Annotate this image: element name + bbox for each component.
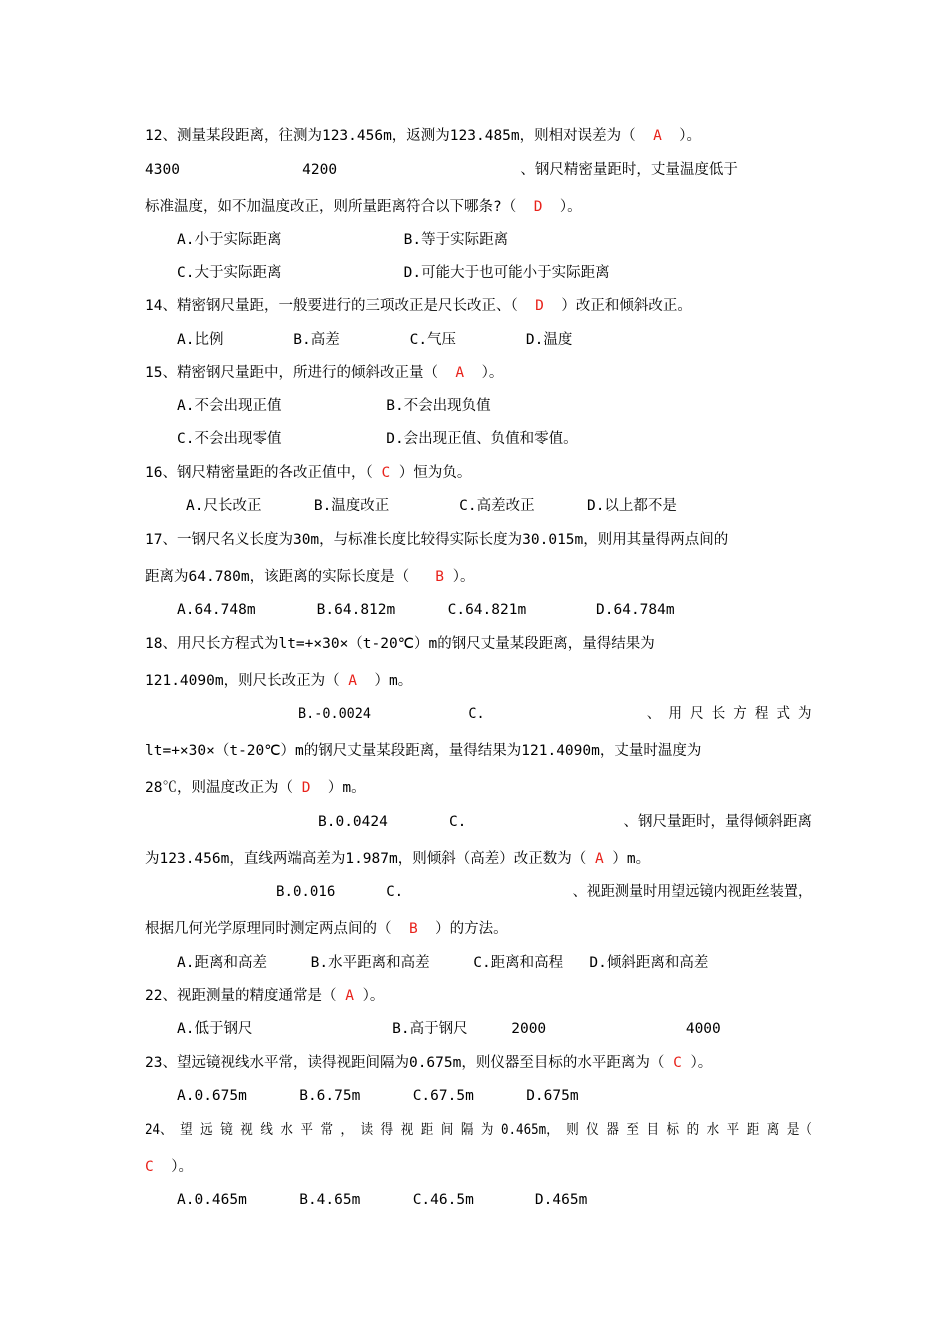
question-17-line-2: 距离为64.780m，该距离的实际长度是（ B ）。 bbox=[145, 569, 475, 585]
question-18-line-1: 18、用尺长方程式为lt=+×30×（t-20℃）m的钢尺丈量某段距离，量得结果为 bbox=[145, 636, 655, 652]
options-row: A.比例 B.高差 C.气压 D.温度 bbox=[177, 332, 573, 348]
question-18-line-2: 121.4090m，则尺长改正为（ A ）m。 bbox=[145, 673, 413, 689]
question-13-line-1: 4300 4200 、钢尺精密量距时，丈量温度低于 bbox=[145, 162, 738, 178]
question-19-line-1: B.-0.0024 C. 、 用 尺 长 方 程 式 为 bbox=[298, 706, 812, 722]
options-ab: A.不会出现正值 B.不会出现负值 bbox=[177, 398, 491, 414]
question-20-line-1: B.0.0424 C. 、钢尺量距时，量得倾斜距离 bbox=[318, 814, 813, 830]
answer-mark: A bbox=[345, 988, 354, 1004]
question-23: 23、望远镜视线水平常，读得视距间隔为0.675m，则仪器至目标的水平距离为（ C ）。 bbox=[145, 1055, 713, 1071]
question-24-line-2: C ）。 bbox=[145, 1159, 193, 1175]
answer-mark: A bbox=[594, 851, 604, 867]
question-24-line-1: 24、 望 远 镜 视 线 水 平 常 ， 读 得 视 距 间 隔 为 0.465m， 则 仪 器 至 目 标 的 水 平 距 离 是（ bbox=[145, 1122, 812, 1138]
options-row: A.低于钢尺 B.高于钢尺 2000 4000 bbox=[177, 1021, 721, 1037]
question-21-line-2: 根据几何光学原理同时测定两点间的（ B ）的方法。 bbox=[145, 921, 508, 937]
options-cd: C.不会出现零值 D.会出现正值、负值和零值。 bbox=[177, 431, 578, 447]
question-20-line-2: 为123.456m，直线两端高差为1.987m，则倾斜（高差）改正数为（ A ）m。 bbox=[145, 851, 651, 867]
answer-mark: D bbox=[535, 298, 544, 314]
answer-mark: D bbox=[533, 199, 543, 215]
options-row: A.0.465m B.4.65m C.46.5m D.465m bbox=[177, 1192, 588, 1208]
answer-mark: C bbox=[673, 1055, 682, 1071]
answer-mark: B bbox=[435, 569, 445, 585]
options-row: A.距离和高差 B.水平距离和高差 C.距离和高程 D.倾斜距离和高差 bbox=[177, 955, 709, 971]
answer-mark: C bbox=[381, 465, 391, 481]
options-cd: C.大于实际距离 D.可能大于也可能小于实际距离 bbox=[177, 265, 610, 281]
options-row: A.0.675m B.6.75m C.67.5m D.675m bbox=[177, 1088, 579, 1104]
answer-mark: C bbox=[145, 1159, 154, 1175]
answer-mark: B bbox=[408, 921, 418, 937]
question-16: 16、钢尺精密量距的各改正值中，（ C ）恒为负。 bbox=[145, 465, 472, 481]
options-ab: A.小于实际距离 B.等于实际距离 bbox=[177, 232, 509, 248]
question-12: 12、测量某段距离，往测为123.456m，返测为123.485m，则相对误差为（ A ）。 bbox=[145, 128, 702, 144]
question-19-line-3: 28℃，则温度改正为（ D ）m。 bbox=[145, 780, 366, 796]
answer-mark: A bbox=[653, 128, 662, 144]
answer-mark: A bbox=[348, 673, 358, 689]
question-15: 15、精密钢尺量距中，所进行的倾斜改正量（ A ）。 bbox=[145, 365, 504, 381]
options-row: A.尺长改正 B.温度改正 C.高差改正 D.以上都不是 bbox=[186, 498, 677, 514]
options-row: A.64.748m B.64.812m C.64.821m D.64.784m bbox=[177, 602, 675, 618]
answer-mark: A bbox=[455, 365, 465, 381]
question-21-line-1: B.0.016 C. 、视距测量时用望远镜内视距丝装置， bbox=[276, 884, 813, 900]
answer-mark: D bbox=[301, 780, 311, 796]
question-19-line-2: lt=+×30×（t-20℃）m的钢尺丈量某段距离，量得结果为121.4090m，丈量时温度为 bbox=[145, 743, 702, 759]
question-13-line-2: 标准温度，如不加温度改正，则所量距离符合以下哪条?（ D ）。 bbox=[145, 199, 582, 215]
question-14: 14、精密钢尺量距，一般要进行的三项改正是尺长改正、（ D ）改正和倾斜改正。 bbox=[145, 298, 692, 314]
question-17-line-1: 17、一钢尺名义长度为30m，与标准长度比较得实际长度为30.015m，则用其量得两点间的 bbox=[145, 532, 729, 548]
question-22: 22、视距测量的精度通常是（ A ）。 bbox=[145, 988, 385, 1004]
